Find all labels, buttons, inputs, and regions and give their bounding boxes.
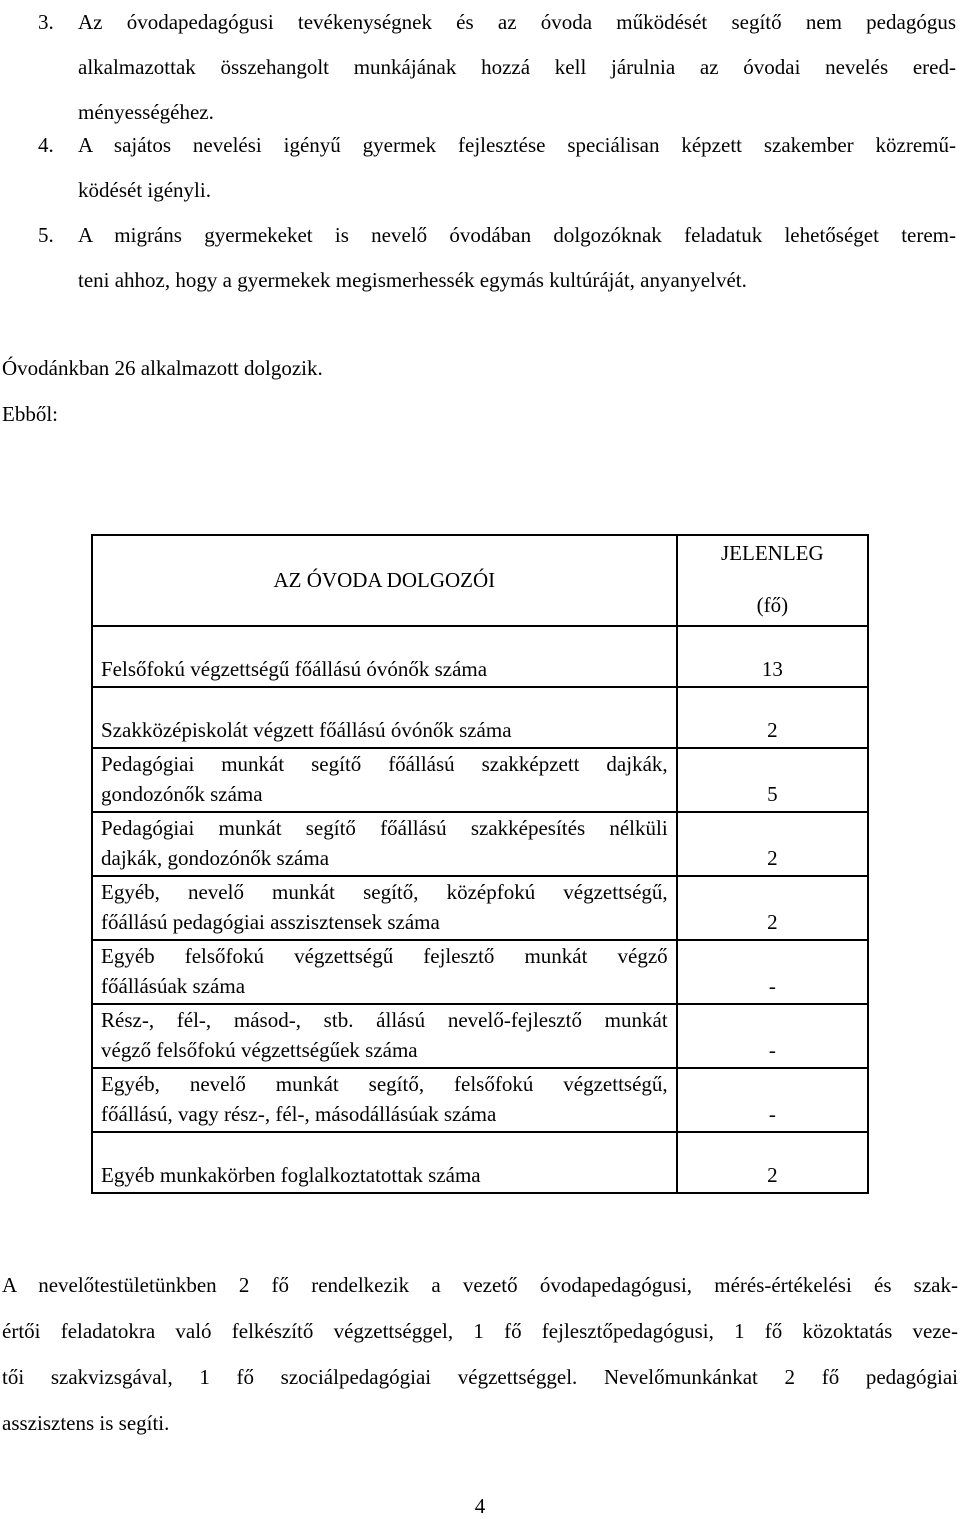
row-label-line: főállásúak száma xyxy=(101,974,246,998)
row-label: Egyéb munkakörben foglalkoztatottak száma xyxy=(101,1163,481,1187)
table-cell-value xyxy=(677,626,868,687)
table-cell-label xyxy=(92,687,677,748)
table-row xyxy=(92,1132,868,1193)
row-label-line: főállású, vagy rész-, fél-, másodállásúak száma xyxy=(101,1102,497,1126)
table-cell-value xyxy=(677,940,868,1004)
table-cell-value xyxy=(677,812,868,876)
row-label-line: Egyéb felsőfokú végzettségű fejlesztő munkát végző xyxy=(101,944,668,968)
table-header-current xyxy=(677,535,868,626)
table-row xyxy=(92,1004,868,1068)
row-value: - xyxy=(768,1038,776,1062)
of-which-label: Ebből: xyxy=(2,402,58,426)
table-cell-label xyxy=(92,940,677,1004)
list-item-line: ményességéhez. xyxy=(78,100,214,124)
row-value: 2 xyxy=(767,1163,778,1187)
staff-count-sentence: Óvodánkban 26 alkalmazott dolgozik. xyxy=(2,356,323,380)
row-label-line: Rész-, fél-, másod-, stb. állású nevelő-fejlesztő munkát xyxy=(101,1008,668,1032)
row-label: Szakközépiskolát végzett főállású óvónők száma xyxy=(101,718,512,742)
header-unit-label: (fő) xyxy=(756,593,789,617)
table-cell-label xyxy=(92,626,677,687)
list-item-number: 3. xyxy=(38,10,54,34)
list-item-number: 4. xyxy=(38,133,54,157)
row-value: - xyxy=(768,974,776,998)
table-row xyxy=(92,1068,868,1132)
list-item-number: 5. xyxy=(38,223,54,247)
table-row xyxy=(92,626,868,687)
header-current-label: JELENLEG xyxy=(721,541,824,565)
table-row xyxy=(92,748,868,812)
table-cell-value xyxy=(677,687,868,748)
list-item-line: A sajátos nevelési igényű gyermek fejlesztése speciálisan képzett szakember közremű- xyxy=(78,133,956,157)
table-cell-label xyxy=(92,876,677,940)
paragraph-line: A nevelőtestületünkben 2 fő rendelkezik a vezető óvodapedagógusi, mérés-értékelési és szak- xyxy=(2,1273,958,1297)
row-label-line: végző felsőfokú végzettségűek száma xyxy=(101,1038,418,1062)
table-row xyxy=(92,876,868,940)
list-item-line: alkalmazottak összehangolt munkájának hozzá kell járulnia az óvodai nevelés ered- xyxy=(78,55,956,79)
row-value: 2 xyxy=(767,718,778,742)
row-value: 5 xyxy=(767,782,778,806)
header-staff-label: AZ ÓVODA DOLGOZÓI xyxy=(273,568,496,592)
paragraph-line: értői feladatokra való felkészítő végzettséggel, 1 fő fejlesztőpedagógusi, 1 fő közoktatás veze- xyxy=(2,1319,958,1343)
table-cell-label xyxy=(92,1068,677,1132)
row-value: 2 xyxy=(767,846,778,870)
row-label-line: Pedagógiai munkát segítő főállású szakképesítés nélküli xyxy=(101,816,668,840)
row-label: Felsőfokú végzettségű főállású óvónők száma xyxy=(101,657,488,681)
list-item-line: A migráns gyermekeket is nevelő óvodában dolgozóknak feladatuk lehetőséget terem- xyxy=(78,223,956,247)
page-number: 4 xyxy=(474,1494,486,1518)
table-header-row xyxy=(92,535,868,626)
list-item-line: Az óvodapedagógusi tevékenységnek és az óvoda működését segítő nem pedagógus xyxy=(78,10,956,34)
list-item-line: teni ahhoz, hogy a gyermekek megismerhessék egymás kultúráját, anyanyelvét. xyxy=(78,268,747,292)
paragraph-line: asszisztens is segíti. xyxy=(2,1411,170,1435)
row-label-line: Egyéb, nevelő munkát segítő, felsőfokú végzettségű, xyxy=(101,1072,668,1096)
row-label-line: Egyéb, nevelő munkát segítő, középfokú végzettségű, xyxy=(101,880,668,904)
list-item-text xyxy=(78,213,956,348)
table-row xyxy=(92,812,868,876)
row-label-line: dajkák, gondozónők száma xyxy=(101,846,330,870)
row-value: 13 xyxy=(761,657,783,681)
table-cell-value xyxy=(677,1004,868,1068)
table-cell-label xyxy=(92,748,677,812)
table-cell-value xyxy=(677,876,868,940)
list-item-line: ködését igényli. xyxy=(78,178,211,202)
row-label-line: gondozónők száma xyxy=(101,782,263,806)
row-value: - xyxy=(768,1102,776,1126)
table-header-staff xyxy=(92,535,677,626)
table-cell-value xyxy=(677,1132,868,1193)
table-row xyxy=(92,940,868,1004)
row-label-line: Pedagógiai munkát segítő főállású szakképzett dajkák, xyxy=(101,752,668,776)
table-cell-value xyxy=(677,748,868,812)
table-cell-value xyxy=(677,1068,868,1132)
closing-paragraph xyxy=(2,1262,958,1446)
row-value: 2 xyxy=(767,910,778,934)
row-label-line: főállású pedagógiai asszisztensek száma xyxy=(101,910,440,934)
paragraph-line: tői szakvizsgával, 1 fő szociálpedagógiai végzettséggel. Nevelőmunkánkat 2 fő pedagógiai xyxy=(2,1365,958,1389)
table-row xyxy=(92,687,868,748)
table-cell-label xyxy=(92,812,677,876)
table-cell-label xyxy=(92,1004,677,1068)
table-cell-label xyxy=(92,1132,677,1193)
